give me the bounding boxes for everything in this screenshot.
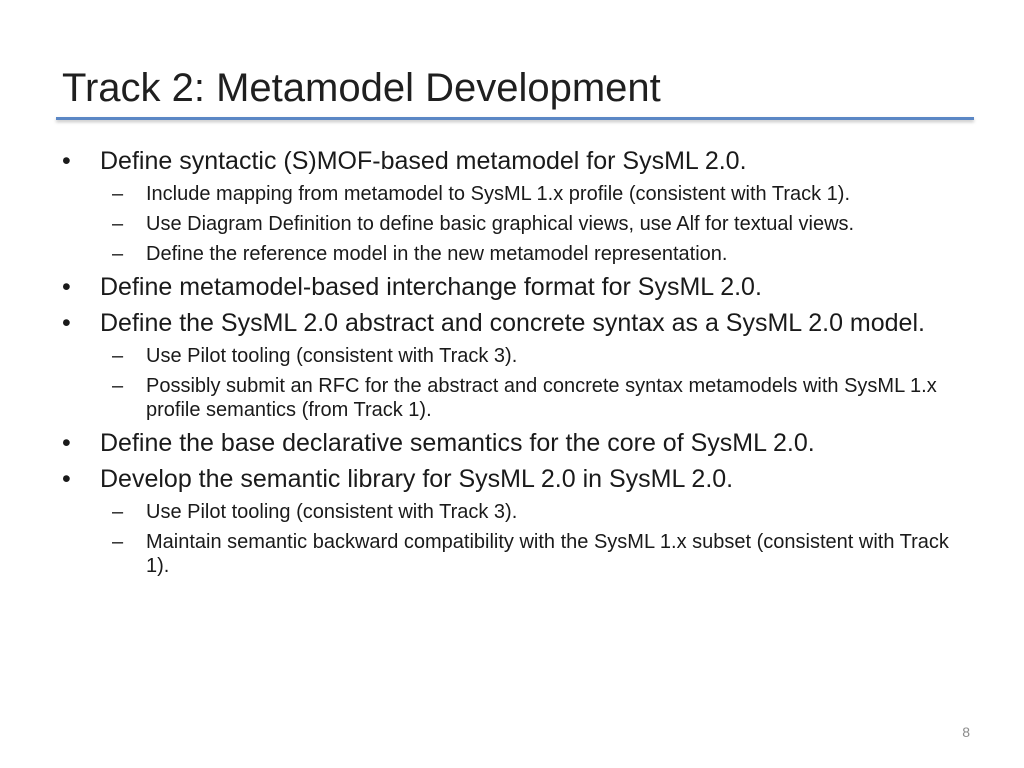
bullet-text: Define metamodel-based interchange format for SysML 2.0. — [100, 273, 762, 301]
sub-bullet-text: Possibly submit an RFC for the abstract and concrete syntax metamodels with SysML 1.x profile semantics (from Track 1). — [146, 375, 937, 421]
bullet-list — [62, 146, 962, 584]
sub-bullet-item — [62, 530, 962, 578]
bullet-item — [62, 308, 962, 338]
sub-bullet-text: Maintain semantic backward compatibility with the SysML 1.x subset (consistent with Track 1). — [146, 531, 949, 577]
dash-icon: – — [112, 243, 124, 265]
bullet-icon: • — [62, 147, 71, 175]
sub-bullet-item — [62, 242, 962, 266]
bullet-item — [62, 428, 962, 458]
bullet-icon: • — [62, 429, 71, 457]
bullet-item — [62, 464, 962, 494]
sub-bullet-text: Use Pilot tooling (consistent with Track 3). — [146, 501, 518, 523]
sub-bullet-text: Include mapping from metamodel to SysML 1.x profile (consistent with Track 1). — [146, 183, 850, 205]
sub-bullet-text: Use Diagram Definition to define basic graphical views, use Alf for textual views. — [146, 213, 855, 235]
page-number: 8 — [962, 724, 970, 740]
dash-icon: – — [112, 501, 124, 523]
dash-icon: – — [112, 345, 124, 367]
sub-bullet-item — [62, 374, 962, 422]
bullet-text: Develop the semantic library for SysML 2.0 in SysML 2.0. — [100, 465, 734, 493]
dash-icon: – — [112, 213, 124, 235]
sub-bullet-item — [62, 182, 962, 206]
sub-bullet-item — [62, 344, 962, 368]
sub-bullet-text: Define the reference model in the new metamodel representation. — [146, 243, 728, 265]
dash-icon: – — [112, 375, 124, 397]
bullet-text: Define the base declarative semantics for the core of SysML 2.0. — [100, 429, 815, 457]
sub-bullet-item — [62, 500, 962, 524]
dash-icon: – — [112, 183, 124, 205]
dash-icon: – — [112, 531, 124, 553]
title-underline — [56, 117, 974, 120]
bullet-text: Define syntactic (S)MOF-based metamodel for SysML 2.0. — [100, 147, 747, 175]
bullet-icon: • — [62, 309, 71, 337]
sub-bullet-text: Use Pilot tooling (consistent with Track 3). — [146, 345, 518, 367]
bullet-icon: • — [62, 465, 71, 493]
slide-title: Track 2: Metamodel Development — [62, 66, 661, 110]
sub-bullet-item — [62, 212, 962, 236]
bullet-text: Define the SysML 2.0 abstract and concrete syntax as a SysML 2.0 model. — [100, 309, 925, 337]
bullet-item — [62, 146, 962, 176]
bullet-item — [62, 272, 962, 302]
bullet-icon: • — [62, 273, 71, 301]
